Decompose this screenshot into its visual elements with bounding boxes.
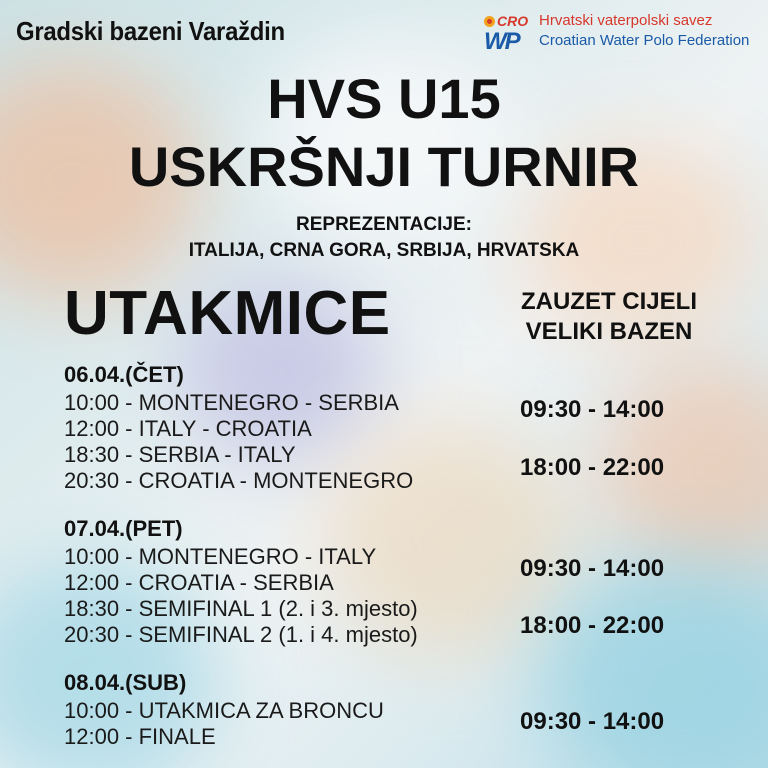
match-line: 10:00 - UTAKMICA ZA BRONCU	[64, 698, 384, 723]
day-date: 08.04.(SUB)	[64, 670, 187, 695]
match-line: 10:00 - MONTENEGRO - ITALY	[64, 544, 377, 569]
pool-time-slot: 09:30 - 14:00	[520, 708, 665, 735]
matches-heading: UTAKMICE	[64, 279, 391, 348]
pool-time-slot: 09:30 - 14:00	[520, 555, 665, 582]
pool-note-line-2: VELIKI BAZEN	[525, 318, 693, 345]
federation-emblem	[484, 14, 534, 54]
match-line: 20:30 - SEMIFINAL 2 (1. i 4. mjesto)	[64, 622, 418, 647]
match-line: 12:00 - CROATIA - SERBIA	[64, 570, 334, 595]
match-line: 10:00 - MONTENEGRO - SERBIA	[64, 390, 399, 415]
pool-note-line-1: ZAUZET CIJELI	[520, 288, 697, 315]
logo-cro: CRO	[497, 13, 529, 29]
match-line: 20:30 - CROATIA - MONTENEGRO	[64, 468, 414, 493]
title-line-2: USKRŠNJI TURNIR	[128, 135, 640, 198]
match-line: 18:30 - SEMIFINAL 1 (2. i 3. mjesto)	[64, 596, 418, 621]
venue-name: Gradski bazeni Varaždin	[16, 16, 285, 46]
pool-time-slot: 18:00 - 22:00	[520, 454, 665, 481]
federation-name-hr: Hrvatski vaterpolski savez	[539, 12, 713, 29]
match-line: 18:30 - SERBIA - ITALY	[64, 442, 296, 467]
logo-wp: WP	[484, 28, 519, 55]
ball-icon	[484, 16, 495, 27]
day-date: 06.04.(ČET)	[64, 362, 184, 387]
federation-logo	[484, 12, 752, 54]
pool-time-slot: 18:00 - 22:00	[520, 612, 665, 639]
match-line: 12:00 - ITALY - CROATIA	[64, 416, 312, 441]
day-date: 07.04.(PET)	[64, 516, 183, 541]
federation-name-en: Croatian Water Polo Federation	[539, 32, 750, 49]
title-line-1: HVS U15	[267, 67, 501, 130]
pool-time-slot: 09:30 - 14:00	[520, 396, 665, 423]
teams-list: ITALIJA, CRNA GORA, SRBIJA, HRVATSKA	[188, 240, 580, 261]
teams-label: REPREZENTACIJE:	[296, 214, 472, 235]
match-line: 12:00 - FINALE	[64, 724, 216, 749]
